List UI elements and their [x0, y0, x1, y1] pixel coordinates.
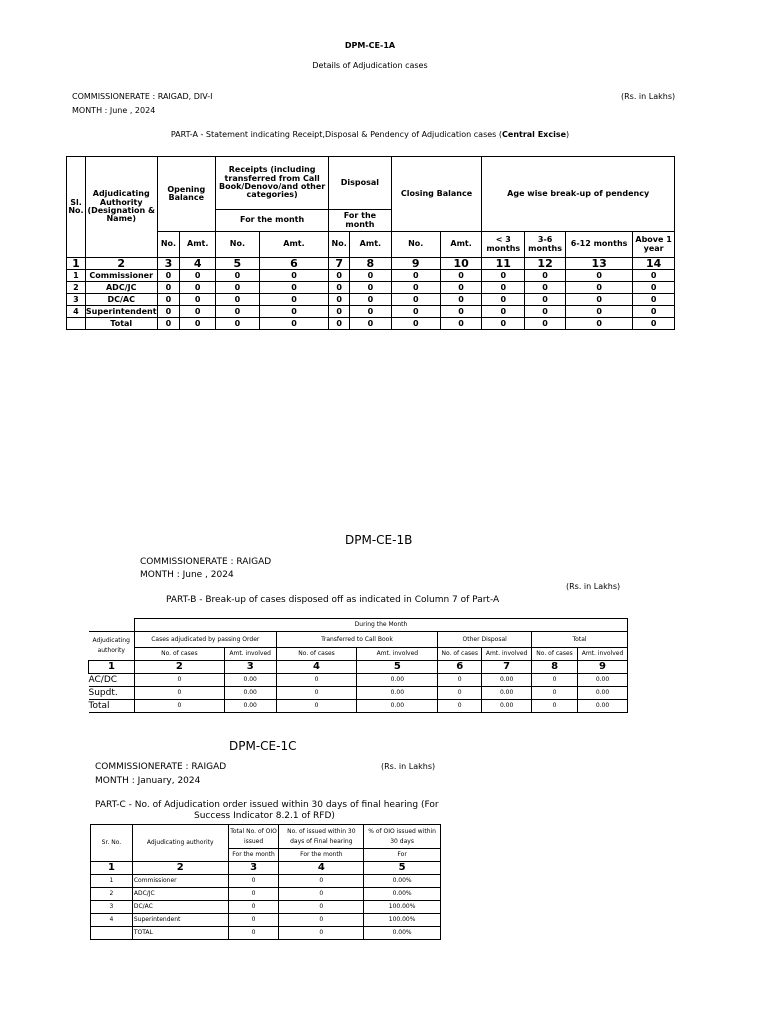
- table-cell: 0: [566, 270, 633, 282]
- table-cell: Commissioner: [85, 270, 157, 282]
- column-number: 9: [391, 258, 440, 270]
- table-cell: 0: [180, 306, 216, 318]
- table-cell: TOTAL: [132, 927, 228, 940]
- table-row: [67, 294, 675, 306]
- header-b-no-cases-3: No. of cases: [438, 648, 482, 661]
- column-number: 12: [525, 258, 566, 270]
- table-cell: DC/AC: [132, 901, 228, 914]
- table-cell: Commissioner: [132, 875, 228, 888]
- table-cell: 3: [67, 294, 86, 306]
- header-agewise: Age wise break-up of pendency: [482, 157, 675, 232]
- column-number: 7: [482, 661, 532, 674]
- header-b-total: Total: [532, 632, 628, 648]
- table-row: [91, 927, 441, 940]
- table-cell: 0: [259, 318, 328, 330]
- header-disposal: Disposal: [329, 157, 391, 210]
- header-disposal-month: For the month: [329, 210, 391, 232]
- table-cell: 0: [228, 927, 279, 940]
- table-cell: 0: [391, 306, 440, 318]
- table-cell: 0: [228, 875, 279, 888]
- table-cell: 0: [633, 294, 675, 306]
- column-number: 14: [633, 258, 675, 270]
- table-row: [89, 700, 628, 713]
- table-cell: 0: [525, 270, 566, 282]
- table-cell: 0.00: [578, 674, 628, 687]
- part-c-month: MONTH : January, 2024: [95, 776, 201, 786]
- table-cell: 1: [67, 270, 86, 282]
- table-cell: 0: [134, 674, 224, 687]
- table-cell: 0.00: [482, 700, 532, 713]
- table-cell: 0: [134, 700, 224, 713]
- part-c-table: [90, 824, 441, 940]
- table-cell: 0: [350, 318, 392, 330]
- header-b-amt-2: Amt. involved: [357, 648, 438, 661]
- column-number: 13: [566, 258, 633, 270]
- table-cell: DC/AC: [85, 294, 157, 306]
- table-cell: 0: [438, 674, 482, 687]
- header-during: During the Month: [134, 619, 627, 632]
- column-number: 10: [440, 258, 482, 270]
- table-cell: 0: [228, 888, 279, 901]
- table-cell: 0: [276, 687, 357, 700]
- part-a-heading-prefix: PART-A - Statement indicating Receipt,Disposal & Pendency of Adjudication cases (: [170, 130, 503, 139]
- table-cell: Total: [85, 318, 157, 330]
- table-cell: 0: [633, 318, 675, 330]
- table-cell: 0: [329, 294, 350, 306]
- header-receipts-month: For the month: [216, 210, 329, 232]
- header-closing: Closing Balance: [391, 157, 482, 232]
- table-row: [89, 687, 628, 700]
- header-rc-amt: Amt.: [259, 232, 328, 258]
- table-cell: Superintendent: [85, 307, 157, 316]
- table-cell: 0: [525, 306, 566, 318]
- table-cell: 0: [329, 270, 350, 282]
- table-cell: 0: [329, 318, 350, 330]
- part-b-table: [88, 618, 628, 713]
- table-row: [91, 914, 441, 927]
- header-above1: Above 1 year: [633, 232, 675, 258]
- table-cell: 0: [259, 270, 328, 282]
- part-b-blank-corner: [89, 619, 135, 632]
- table-cell: 0: [259, 306, 328, 318]
- table-cell: 0: [180, 282, 216, 294]
- part-b-units: (Rs. in Lakhs): [566, 582, 621, 591]
- table-row: [67, 318, 675, 330]
- table-cell: 0: [276, 674, 357, 687]
- header-b-no-cases-1: No. of cases: [134, 648, 224, 661]
- table-cell: 0: [532, 687, 578, 700]
- table-cell: 2: [67, 282, 86, 294]
- table-cell: Supdt.: [89, 687, 135, 700]
- table-cell: 0: [157, 318, 180, 330]
- header-b-amt-1: Amt. involved: [224, 648, 276, 661]
- part-c-units: (Rs. in Lakhs): [381, 762, 436, 771]
- part-a-heading-suffix: ): [566, 130, 570, 139]
- table-cell: 0: [216, 294, 260, 306]
- table-cell: 0: [391, 270, 440, 282]
- header-opening: Opening Balance: [157, 157, 216, 232]
- table-cell: 0: [279, 914, 364, 927]
- table-cell: 0: [279, 875, 364, 888]
- table-cell: 0: [134, 687, 224, 700]
- column-number: 2: [85, 258, 157, 270]
- table-cell: 0: [391, 318, 440, 330]
- header-3-6: 3-6 months: [525, 232, 566, 258]
- table-cell: 0: [633, 282, 675, 294]
- table-cell: 0: [329, 282, 350, 294]
- column-number: 8: [350, 258, 392, 270]
- table-cell: 0: [633, 306, 675, 318]
- column-number: 2: [132, 862, 228, 875]
- column-number: 11: [482, 258, 525, 270]
- column-number: 4: [279, 862, 364, 875]
- column-number-row: [89, 661, 628, 674]
- header-cb-no: No.: [391, 232, 440, 258]
- table-cell: 0: [228, 914, 279, 927]
- column-number: 5: [357, 661, 438, 674]
- part-a-table: [66, 156, 675, 330]
- column-number-row: [67, 258, 675, 270]
- table-cell: 0: [633, 270, 675, 282]
- table-cell: ADC/JC: [132, 888, 228, 901]
- header-c-authority: Adjudicating authority: [132, 825, 228, 862]
- table-cell: 0: [525, 282, 566, 294]
- column-number: 4: [180, 258, 216, 270]
- table-cell: AC/DC: [89, 674, 135, 687]
- table-cell: 0.00: [357, 674, 438, 687]
- header-b-amt-3: Amt. involved: [482, 648, 532, 661]
- table-cell: 0.00: [482, 687, 532, 700]
- header-b-passing: Cases adjudicated by passing Order: [134, 632, 276, 648]
- part-a-heading-bold: Central Excise: [502, 130, 566, 139]
- table-cell: 0.00%: [364, 875, 441, 888]
- table-cell: 0: [566, 306, 633, 318]
- column-number-row: [91, 862, 441, 875]
- part-a-form-title: DPM-CE-1A: [344, 41, 396, 50]
- table-cell: 0: [259, 294, 328, 306]
- part-b-form-title: DPM-CE-1B: [345, 533, 413, 547]
- table-row: [89, 674, 628, 687]
- column-number: 1: [89, 661, 135, 674]
- table-cell: 0.00: [357, 687, 438, 700]
- part-c-heading-line1: PART-C - No. of Adjudication order issued within 30 days of final hearing (For: [95, 800, 439, 810]
- column-number: 3: [228, 862, 279, 875]
- table-cell: [91, 927, 133, 940]
- table-cell: 0: [566, 318, 633, 330]
- column-number: 6: [259, 258, 328, 270]
- table-cell: 0: [279, 927, 364, 940]
- table-cell: 0: [525, 294, 566, 306]
- table-cell: 0: [329, 306, 350, 318]
- table-cell: 0: [157, 294, 180, 306]
- part-b-heading: PART-B - Break-up of cases disposed off as indicated in Column 7 of Part-A: [166, 595, 500, 605]
- header-c-pct: % of OIO issued within 30 days: [364, 825, 441, 849]
- table-cell: 0: [482, 270, 525, 282]
- table-cell: 0: [350, 270, 392, 282]
- table-cell: 0: [440, 306, 482, 318]
- header-c-sr-no: Sr. No.: [91, 825, 133, 862]
- header-ob-amt: Amt.: [180, 232, 216, 258]
- header-b-callbook: Transferred to Call Book: [276, 632, 438, 648]
- column-number: 2: [134, 661, 224, 674]
- header-c-month-2: For the month: [279, 849, 364, 862]
- table-row: [67, 282, 675, 294]
- header-b-other: Other Disposal: [438, 632, 532, 648]
- header-receipts: Receipts (including transferred from Call Book/Denovo/and other categories): [216, 157, 329, 210]
- table-cell: 1: [91, 875, 133, 888]
- column-number: 8: [532, 661, 578, 674]
- table-cell: 0: [216, 318, 260, 330]
- table-cell: 0: [180, 318, 216, 330]
- header-c-for: For: [364, 849, 441, 862]
- table-row: [67, 270, 675, 282]
- column-number: 1: [91, 862, 133, 875]
- table-cell: 0: [440, 318, 482, 330]
- table-cell: 0.00: [224, 687, 276, 700]
- part-a-heading: [0, 130, 740, 139]
- table-cell: 0.00: [224, 674, 276, 687]
- table-cell: 0: [482, 282, 525, 294]
- table-cell: 0: [566, 282, 633, 294]
- part-c-form-title: DPM-CE-1C: [229, 739, 297, 753]
- table-cell: 0: [259, 282, 328, 294]
- column-number: 9: [578, 661, 628, 674]
- header-dp-amt: Amt.: [350, 232, 392, 258]
- table-cell: 0: [216, 270, 260, 282]
- table-cell: [67, 318, 86, 330]
- column-number: 1: [67, 258, 86, 270]
- column-number: 5: [216, 258, 260, 270]
- table-row: [91, 888, 441, 901]
- table-cell: 0: [279, 901, 364, 914]
- header-b-no-cases-4: No. of cases: [532, 648, 578, 661]
- table-cell: 0: [525, 318, 566, 330]
- column-number: 3: [157, 258, 180, 270]
- part-a-units: (Rs. in Lakhs): [621, 92, 676, 101]
- column-number: 5: [364, 862, 441, 875]
- table-cell: 0: [438, 700, 482, 713]
- table-cell: 0: [350, 294, 392, 306]
- table-cell: 0: [228, 901, 279, 914]
- table-cell: 0: [180, 294, 216, 306]
- header-c-month-1: For the month: [228, 849, 279, 862]
- part-c-heading-line2: Success Indicator 8.2.1 of RFD): [194, 811, 335, 821]
- table-cell: 0: [391, 282, 440, 294]
- table-cell: Superintendent: [132, 914, 228, 927]
- table-cell: 0: [216, 306, 260, 318]
- part-c-commissionerate: COMMISSIONERATE : RAIGAD: [95, 762, 227, 772]
- table-cell: 0: [157, 306, 180, 318]
- table-row: [67, 306, 675, 318]
- table-row: [91, 901, 441, 914]
- table-cell: 0: [216, 282, 260, 294]
- table-cell: 2: [91, 888, 133, 901]
- table-cell: 0.00: [482, 674, 532, 687]
- table-cell: 0: [532, 700, 578, 713]
- header-dp-no: No.: [329, 232, 350, 258]
- table-cell: 100.00%: [364, 914, 441, 927]
- table-cell: 0: [482, 294, 525, 306]
- table-cell: 0: [279, 888, 364, 901]
- table-cell: 0: [482, 318, 525, 330]
- table-cell: 0: [566, 294, 633, 306]
- table-cell: 3: [91, 901, 133, 914]
- table-cell: 0: [180, 270, 216, 282]
- header-sl-no: Sl. No.: [67, 157, 86, 258]
- table-cell: 0.00%: [364, 888, 441, 901]
- table-cell: Total: [89, 700, 135, 713]
- part-b-commissionerate: COMMISSIONERATE : RAIGAD: [140, 557, 272, 567]
- header-rc-no: No.: [216, 232, 260, 258]
- header-b-amt-4: Amt. involved: [578, 648, 628, 661]
- table-cell: 0: [482, 306, 525, 318]
- table-cell: 4: [67, 306, 86, 318]
- table-cell: 0: [440, 282, 482, 294]
- part-a-month: MONTH : June , 2024: [72, 106, 156, 115]
- table-cell: 0: [157, 282, 180, 294]
- column-number: 7: [329, 258, 350, 270]
- table-cell: 0: [350, 282, 392, 294]
- table-cell: 0.00: [224, 700, 276, 713]
- header-c-within30: No. of issued within 30 days of Final hearing: [279, 825, 364, 849]
- table-cell: 0: [440, 294, 482, 306]
- column-number: 4: [276, 661, 357, 674]
- table-cell: 0.00%: [364, 927, 441, 940]
- header-6-12: 6-12 months: [566, 232, 633, 258]
- header-cb-amt: Amt.: [440, 232, 482, 258]
- header-lt3: < 3 months: [482, 232, 525, 258]
- header-b-no-cases-2: No. of cases: [276, 648, 357, 661]
- part-a-commissionerate: COMMISSIONERATE : RAIGAD, DIV-I: [72, 92, 213, 101]
- column-number: 3: [224, 661, 276, 674]
- header-b-authority: Adjudicating authority: [89, 632, 135, 661]
- table-cell: 0: [276, 700, 357, 713]
- table-cell: 100.00%: [364, 901, 441, 914]
- part-b-month: MONTH : June , 2024: [140, 570, 234, 580]
- part-a-subtitle: Details of Adjudication cases: [312, 61, 428, 70]
- header-ob-no: No.: [157, 232, 180, 258]
- table-cell: 0: [391, 294, 440, 306]
- table-cell: 0: [438, 687, 482, 700]
- table-cell: 0: [157, 270, 180, 282]
- table-cell: 0: [350, 306, 392, 318]
- header-authority: Adjudicating Authority (Designation & Name): [85, 157, 157, 258]
- column-number: 6: [438, 661, 482, 674]
- table-cell: 0.00: [357, 700, 438, 713]
- table-cell: 0.00: [578, 700, 628, 713]
- table-cell: 0: [532, 674, 578, 687]
- table-cell: 0.00: [578, 687, 628, 700]
- table-cell: 4: [91, 914, 133, 927]
- header-c-total-oio: Total No. of OIO issued: [228, 825, 279, 849]
- table-cell: ADC/JC: [85, 282, 157, 294]
- table-cell: 0: [440, 270, 482, 282]
- table-row: [91, 875, 441, 888]
